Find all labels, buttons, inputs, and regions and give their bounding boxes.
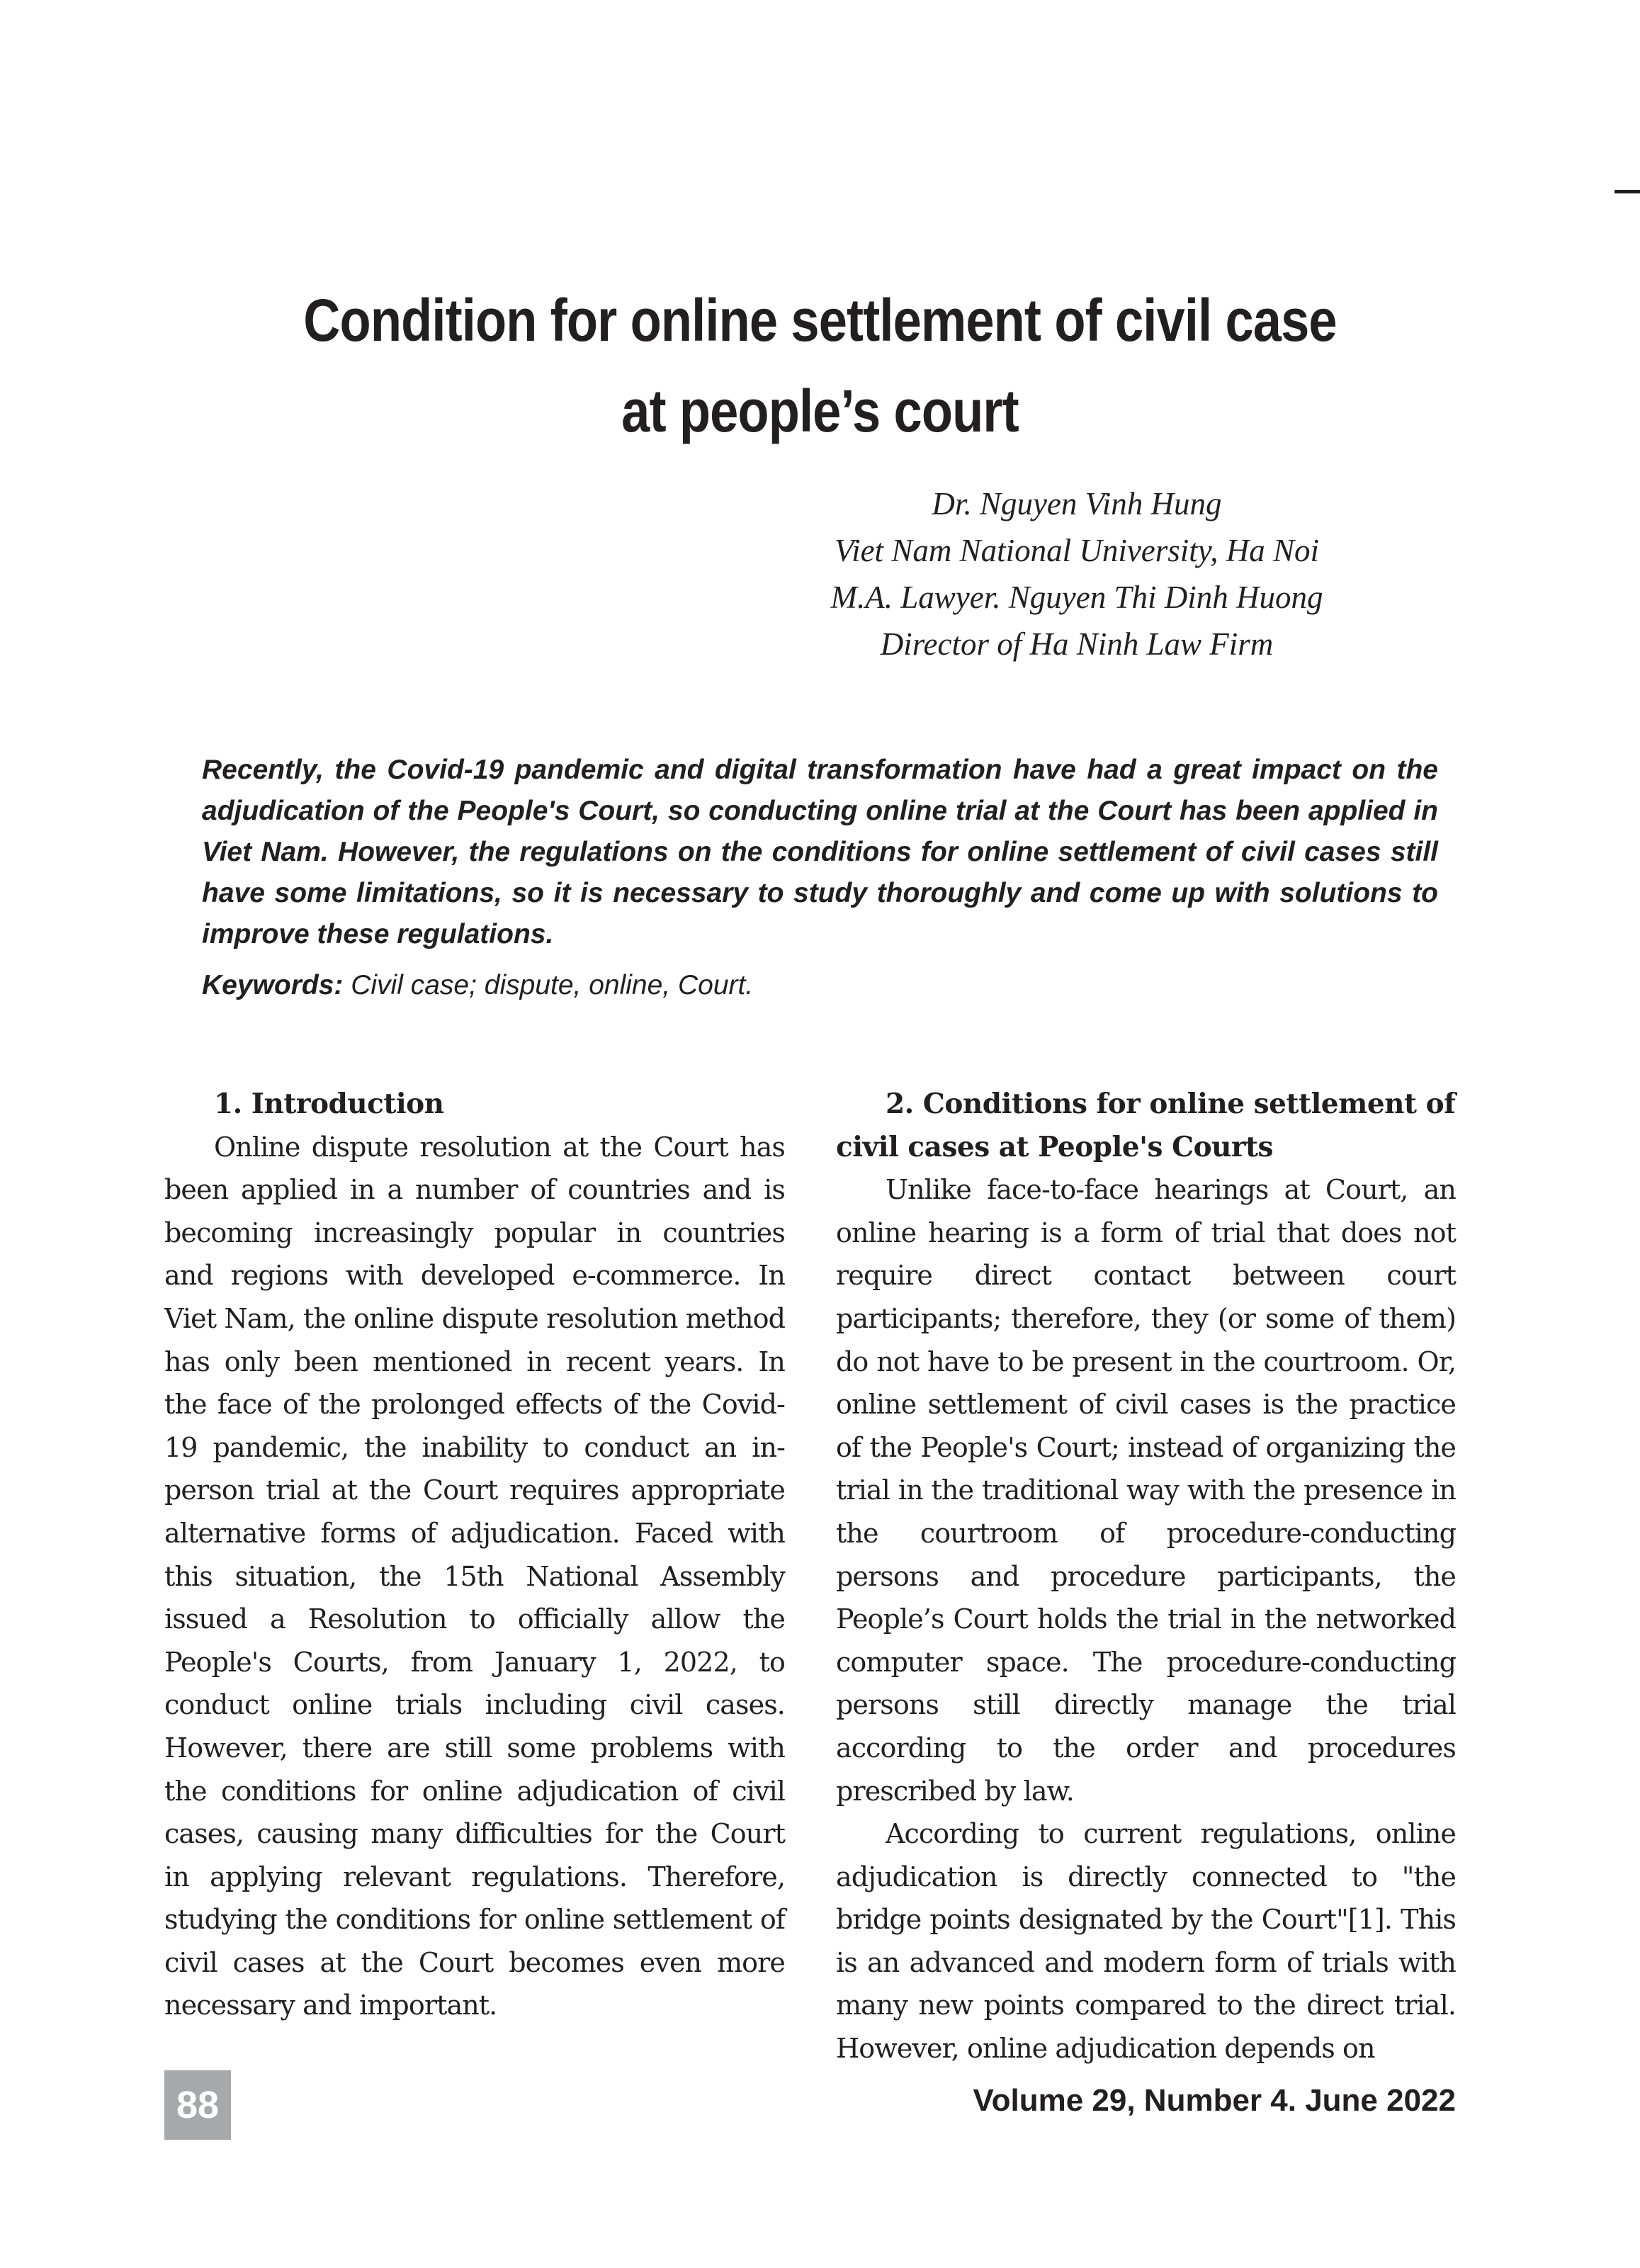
section-2-heading: 2. Conditions for online settlement of civil cases at People's Courts (836, 1088, 1456, 1163)
column-right (836, 1083, 1456, 2070)
keywords-label: Keywords: (202, 970, 344, 1000)
journal-volume: Volume 29, Number 4. June 2022 (973, 2083, 1456, 2118)
column-left (164, 1083, 785, 2027)
article-title (0, 275, 1640, 456)
abstract: Recently, the Covid-19 pandemic and digital transformation have had a great impact on the adjudication of the People's Court, so conducting online trial at the Court has been applied in Viet Nam. However, the regulations on the conditions for online settlement of civil cases still have some limitations, so it is necessary to study thoroughly and come up with solutions to improve these regulations. (202, 755, 1438, 949)
keywords (202, 965, 1438, 1006)
page-edge-mark (1614, 190, 1640, 193)
author-name-1: Dr. Nguyen Vinh Hung (932, 486, 1222, 521)
author-affiliation-2: Director of Ha Ninh Law Firm (880, 626, 1274, 662)
author-block (801, 480, 1353, 667)
page-number: 88 (176, 2084, 220, 2126)
title-line-2: at people’s court (621, 378, 1019, 444)
author-name-2: M.A. Lawyer. Nguyen Thi Dinh Huong (830, 580, 1323, 615)
section-2-paragraph-2: According to current regulations, online adjudication is directly connected to "the bridge points designated by the Court"[1]. This is an advanced and modern form of trials with many new points compared to the direct trial. However, online adjudication depends on (836, 1818, 1456, 2065)
section-1-heading: 1. Introduction (214, 1088, 444, 1120)
title-line-1: Condition for online settlement of civil case (303, 287, 1337, 354)
page-number-badge (164, 2070, 231, 2140)
section-2-paragraph-1: Unlike face-to-face hearings at Court, an online hearing is a form of trial that does not require direct contact between court participants; therefore, they (or some of them) do not have to be present in the courtroom. Or, online settlement of civil cases is the practice of the People's Court; instead of organizing the trial in the traditional way with the presence in the courtroom of procedure-conducting persons and procedure participants, the People’s Court holds the trial in the networked computer space. The procedure-conducting persons still directly manage the trial according to the order and procedures prescribed by law. (836, 1174, 1456, 1807)
keywords-text: Civil case; dispute, online, Court. (343, 970, 754, 1000)
author-affiliation-1: Viet Nam National University, Ha Noi (834, 533, 1320, 568)
section-1-paragraph: Online dispute resolution at the Court has been applied in a number of countries and is becoming increasingly popular in countries and regions with developed e-commerce. In Viet Nam, the online dispute resolution method has only been mentioned in recent years. In the face of the prolonged effects of the Covid-19 pandemic, the inability to conduct an in-person trial at the Court requires appropriate alternative forms of adjudication. Faced with this situation, the 15th National Assembly issued a Resolution to officially allow the People's Courts, from January 1, 2022, to conduct online trials including civil cases. However, there are still some problems with the conditions for online adjudication of civil cases, causing many difficulties for the Court in applying relevant regulations. Therefore, studying the conditions for online settlement of civil cases at the Court becomes even more necessary and important. (164, 1131, 785, 2021)
